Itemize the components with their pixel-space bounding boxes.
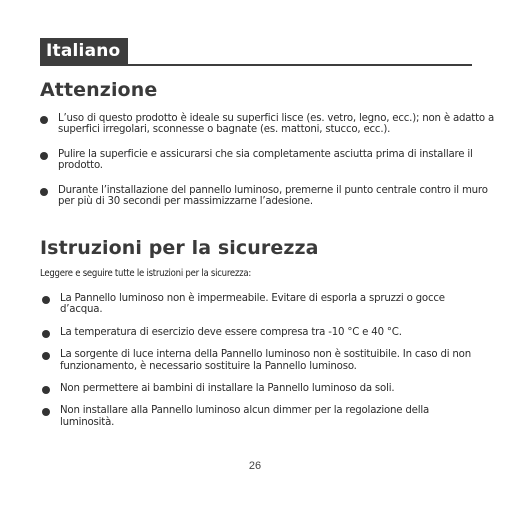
attention-list: [40, 113, 495, 207]
page-number: 26: [248, 460, 262, 472]
list-item: [40, 185, 495, 208]
bullet-icon: [42, 330, 50, 338]
bullet-icon: [40, 116, 48, 124]
list-item: [40, 113, 495, 136]
list-item: [42, 327, 472, 338]
attention-heading: Attenzione: [40, 79, 158, 101]
list-item: [42, 349, 472, 372]
list-item: [42, 383, 472, 394]
safety-heading: Istruzioni per la sicurezza: [40, 237, 319, 259]
safety-intro: Leggere e seguire tutte le istruzioni per la sicurezza:: [40, 268, 252, 279]
list-item-text: Non installare alla Pannello luminoso alcun dimmer per la regolazione della luminosità.: [60, 405, 430, 428]
list-item: [42, 405, 472, 428]
list-item-text: Durante l’installazione del pannello luminoso, premerne il punto centrale contro il muro per più di 30 secondi per massimizzarne l’adesione.: [58, 184, 488, 208]
bullet-icon: [42, 408, 50, 416]
safety-list: [42, 293, 472, 428]
list-item-text: Pulire la superficie e assicurarsi che sia completamente asciutta prima di installare il prodotto.: [58, 148, 473, 172]
list-item: [42, 293, 472, 316]
bullet-icon: [40, 152, 48, 160]
bullet-icon: [40, 188, 48, 196]
bullet-icon: [42, 386, 50, 394]
list-item-text: La temperatura di esercizio deve essere compresa tra -10 °C e 40 °C.: [60, 326, 402, 338]
list-item-text: La sorgente di luce interna della Pannello luminoso non è sostituibile. In caso di non funzionamento, è necessario sostituire la Pannello luminoso.: [60, 349, 471, 372]
language-header: [40, 38, 472, 66]
bullet-icon: [42, 296, 50, 304]
language-label: Italiano: [40, 38, 128, 65]
list-item: [40, 149, 495, 172]
bullet-icon: [42, 352, 50, 360]
header-rule: [40, 64, 472, 66]
list-item-text: Non permettere ai bambini di installare la Pannello luminoso da soli.: [60, 383, 395, 395]
list-item-text: L’uso di questo prodotto è ideale su superfici lisce (es. vetro, legno, ecc.); non è adatto a superfici irregolari, sconnesse o bagnate (es. mattoni, stucco, ecc.).: [58, 113, 494, 136]
list-item-text: La Pannello luminoso non è impermeabile. Evitare di esporla a spruzzi o gocce d’acqua.: [60, 293, 445, 316]
